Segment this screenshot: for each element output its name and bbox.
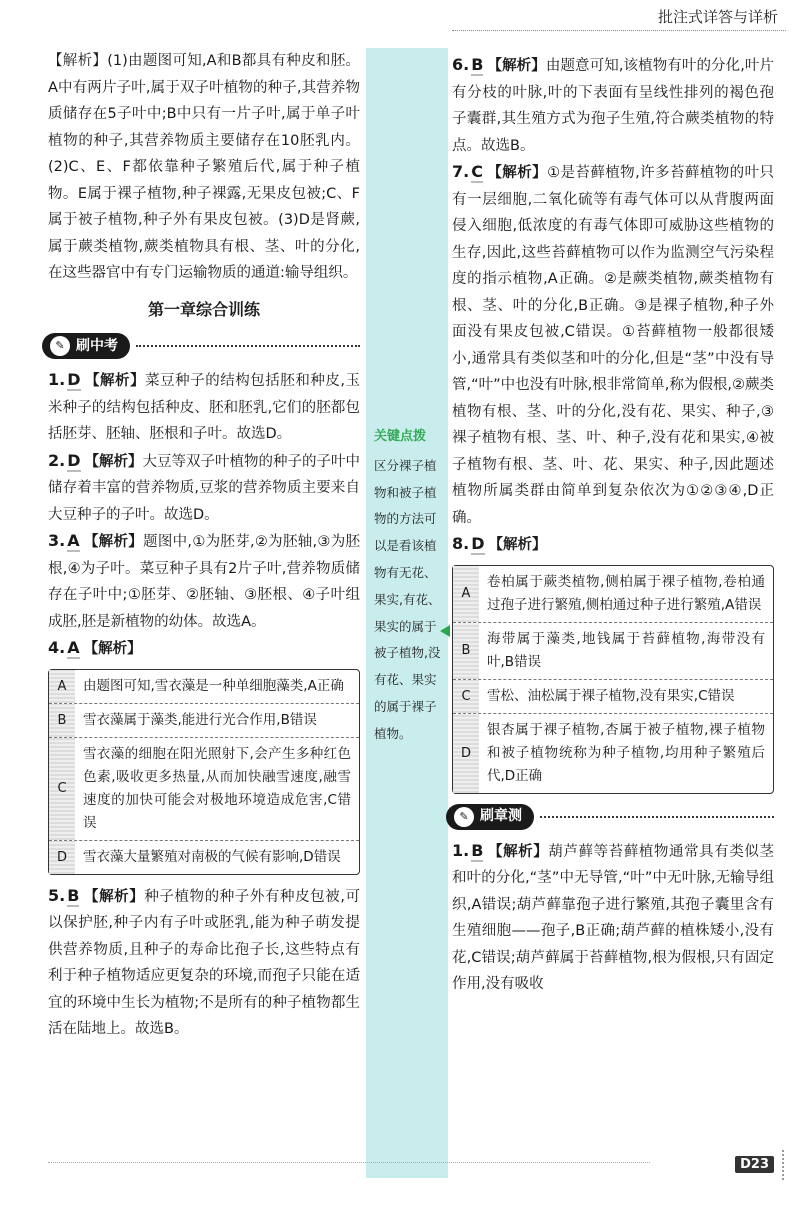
- left-column: [48, 48, 360, 1043]
- section-header-zhongkao: [42, 331, 360, 361]
- book-icon: ✎: [50, 336, 70, 356]
- question-4: 4. A 【解析】: [48, 638, 142, 657]
- key-tip-title: 关键点拨: [374, 429, 427, 444]
- answer-letter: A: [67, 638, 80, 657]
- key-tip-text: 区分裸子植物和被子植物的方法可以是看该植物有无花、果实,有花、果实的属于被子植物,没有花、果实的属于裸子植物。: [374, 457, 441, 741]
- key-tip-box: [374, 424, 448, 748]
- chapter-test-question-1: 1. B 【解析】葫芦藓等苔藓植物通常具有类似茎和叶的分化,“茎”中无导管,“叶”中无叶脉,无输导组织,A错误;葫芦藓靠孢子进行繁殖,其孢子囊里含有生殖细胞——孢子,B正确;葫芦藓的植株矮小,没有花,C错误;葫芦藓属于苔藓植物,根为假根,只有固定作用,没有吸收: [452, 840, 775, 992]
- answer-letter: B: [67, 885, 80, 905]
- book-icon: ✎: [454, 807, 474, 827]
- question-6: 6. B 【解析】由题意可知,该植物有叶的分化,叶片有分枝的叶脉,叶的下表面有呈线性排列的褐色孢子囊群,其生殖方式为孢子生殖,符合蕨类植物的特点。故选B。: [452, 55, 775, 154]
- header-divider: [452, 30, 786, 31]
- table-row: D 银杏属于裸子植物,杏属于被子植物,裸子植物和被子植物统称为种子植物,均用种子繁殖后代,D正确: [453, 713, 773, 793]
- question-2: 2. D 【解析】大豆等双子叶植物的种子的子叶中储存着丰富的营养物质,豆浆的营养物质主要来自大豆种子的子叶。故选D。: [48, 450, 360, 523]
- section-badge: ✎ 刷中考: [42, 333, 130, 359]
- table-row: C 雪松、油松属于裸子植物,没有果实,C错误: [453, 679, 773, 713]
- option-table-q4: [48, 669, 360, 875]
- answer-letter: A: [67, 531, 80, 550]
- answer-letter: D: [67, 370, 81, 389]
- question-1: 1. D 【解析】菜豆种子的结构包括胚和种皮,玉米种子的结构包括种皮、胚和胚乳,它们的胚都包括胚芽、胚轴、胚根和子叶。故选D。: [48, 370, 361, 442]
- pointer-arrow-icon: [440, 625, 450, 637]
- table-row: A 卷柏属于蕨类植物,侧柏属于裸子植物,卷柏通过孢子进行繁殖,侧柏通过种子进行繁殖,A错误: [453, 566, 773, 622]
- section-badge: ✎ 刷章测: [446, 804, 534, 830]
- question-8: 8. D 【解析】: [452, 534, 547, 553]
- right-column: [452, 52, 774, 998]
- table-row: A 由题图可知,雪衣藻是一种单细胞藻类,A正确: [49, 670, 359, 703]
- page-corner-mark: [782, 1150, 800, 1180]
- section-header-zhangce: [446, 802, 774, 832]
- question-7: 7. C 【解析】①是苔藓植物,许多苔藓植物的叶只有一层细胞,二氧化硫等有毒气体可以从背腹两面侵入细胞,低浓度的有毒气体即可威胁这些植物的生存,因此,这些苔藓植物可以作为监测空气污染程度的指示植物,A正确。②是蕨类植物,蕨类植物有根、茎、叶的分化,B正确。③是裸子植物,种子外面没有果皮包被,C错误。①苔藓植物一般都很矮小,通常具有类似茎和叶的分化,但是“茎”中没有导管,“叶”中也没有叶脉,根非常简单,称为假根,②蕨类植物有根、茎、叶的分化,没有花、果实、种子,③裸子植物有根、茎、叶、种子,没有花和果实,④被子植物有根、茎、叶、花、果实、种子,因此题述植物所属类群由简单到复杂依次为①②③④,D正确。: [452, 162, 775, 526]
- question-5: 5. B 【解析】种子植物的种子外有种皮包被,可以保护胚,种子内有子叶或胚乳,能为种子萌发提供营养物质,且种子的寿命比孢子长,这些特点有利于种子植物适应更复杂的环境,而孢子只能在适宜的环境中生长为植物;不是所有的种子植物都生活在陆地上。故选B。: [48, 885, 361, 1037]
- section-divider: [136, 345, 360, 347]
- footer-divider: [48, 1162, 650, 1163]
- question-3: 3. A 【解析】题图中,①为胚芽,②为胚轴,③为胚根,④为子叶。菜豆种子具有2片子叶,营养物质储存在子叶中;①胚芽、②胚轴、③胚根、④子叶组成胚,胚是新植物的幼体。故选A。: [48, 531, 361, 630]
- answer-letter: B: [471, 55, 484, 74]
- header-title: 批注式详答与详析: [657, 8, 778, 26]
- table-row: D 雪衣藻大量繁殖对南极的气候有影响,D错误: [49, 840, 359, 874]
- answer-letter: D: [67, 450, 81, 470]
- table-row: B 雪衣藻属于藻类,能进行光合作用,B错误: [49, 703, 359, 737]
- table-row: C 雪衣藻的细胞在阳光照射下,会产生多种红色色素,吸收更多热量,从而加快融雪速度,融雪速度的加快可能会对极地环境造成危害,C错误: [49, 737, 359, 840]
- answer-letter: B: [471, 840, 484, 860]
- chapter-title: 第一章综合训练: [147, 299, 260, 319]
- section-divider: [540, 816, 774, 818]
- intro-analysis: 【解析】(1)由题图可知,A和B都具有种皮和胚。A中有两片子叶,属于双子叶植物的种子,其营养物质储存在5子叶中;B中只有一片子叶,属于单子叶植物的种子,其营养物质主要储存在10胚乳内。(2)C、E、F都依靠种子繁殖后代,属于种子植物。E属于裸子植物,种子裸露,无果皮包被;C、F属于被子植物,种子外有果皮包被。(3)D是肾蕨,属于蕨类植物,蕨类植物具有根、茎、叶的分化,在这些器官中有专门运输物质的通道:输导组织。: [48, 53, 360, 281]
- page-number: D23: [735, 1156, 774, 1173]
- answer-letter: D: [471, 534, 485, 553]
- option-table-q8: [452, 565, 774, 794]
- table-row: B 海带属于藻类,地钱属于苔藓植物,海带没有叶,B错误: [453, 622, 773, 679]
- answer-letter: C: [471, 162, 483, 181]
